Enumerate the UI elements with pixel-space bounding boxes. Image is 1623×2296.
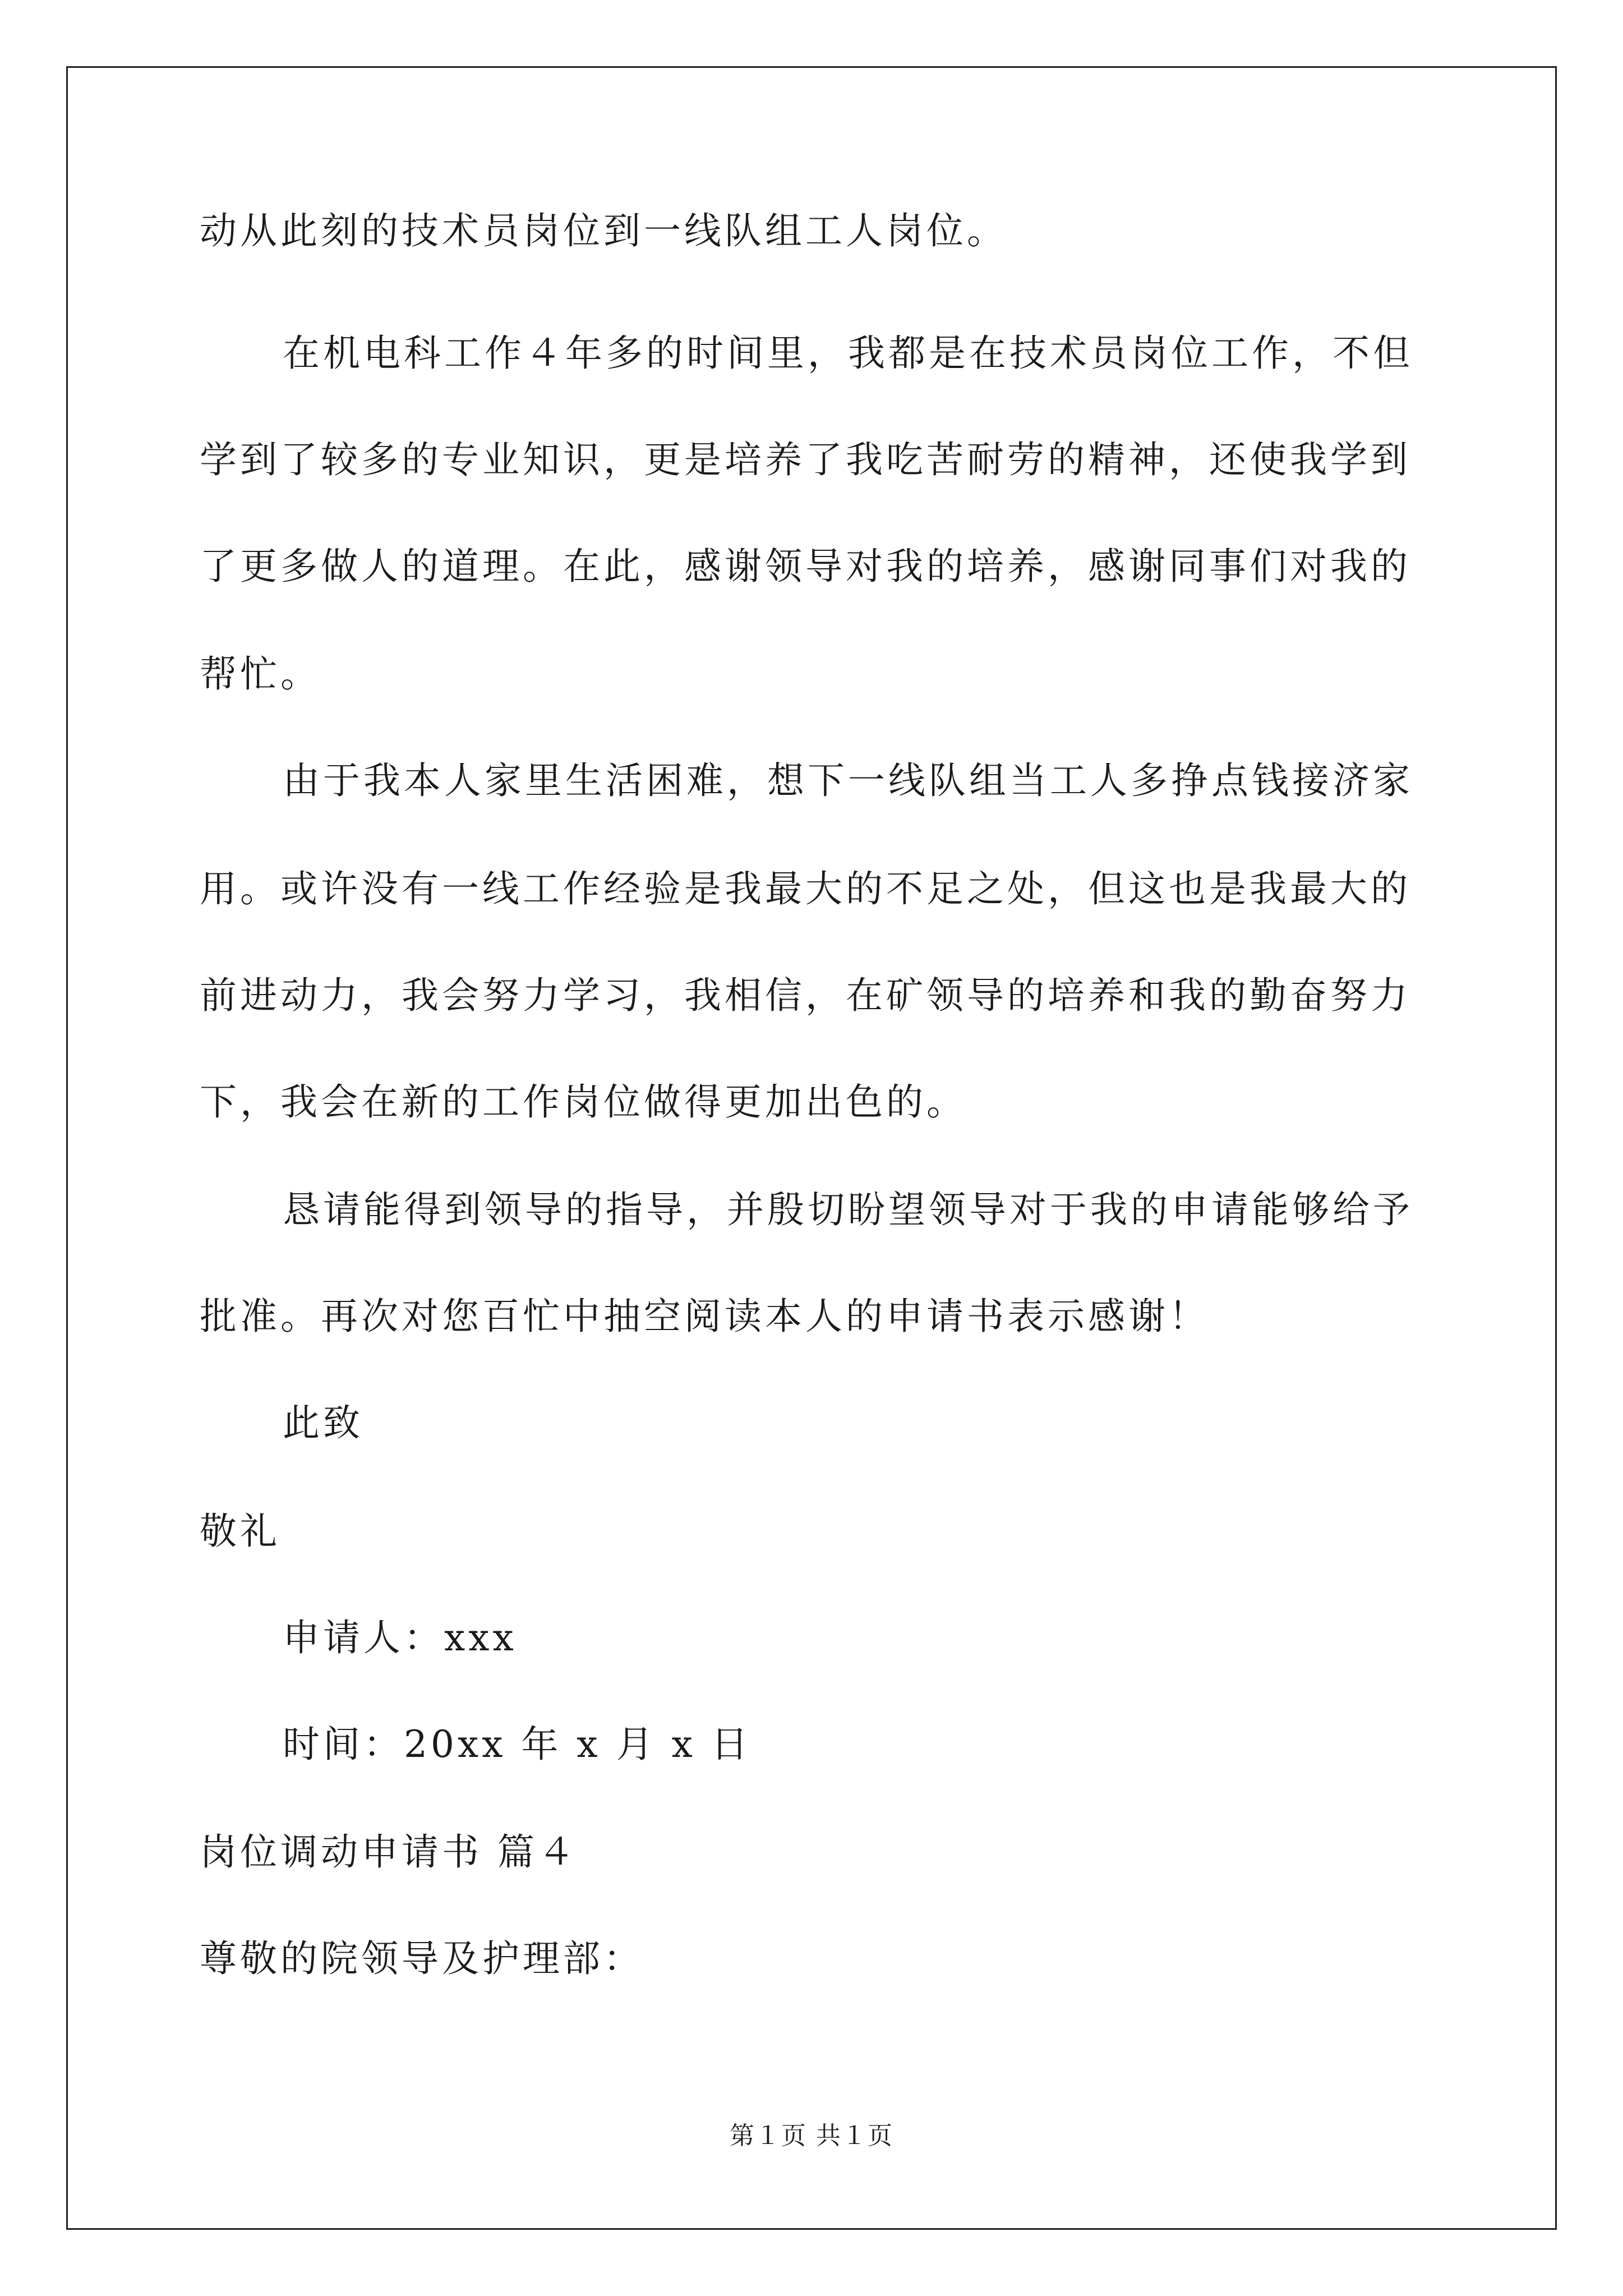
text-line-1: 动从此刻的技术员岗位到一线队组工人岗位。 — [200, 209, 1007, 252]
page-footer: 第１页 共１页 — [730, 2122, 893, 2150]
closing-salutation: 此致 — [283, 1401, 363, 1444]
text-line-4: 了更多做人的道理。在此，感谢领导对我的培养，感谢同事们对我的 — [200, 545, 1411, 588]
paragraph-start-1: 在机电科工作４年多的时间里，我都是在技术员岗位工作，不但 — [283, 332, 1413, 375]
text-line-7: 用。或许没有一线工作经验是我最大的不足之处，但这也是我最大的 — [200, 867, 1411, 910]
applicant-line: 申请人：xxx — [283, 1616, 517, 1659]
text-line-8: 前进动力，我会努力学习，我相信，在矿领导的培养和我的勤奋努力 — [200, 974, 1411, 1017]
page-border — [66, 66, 1557, 2230]
section-title: 岗位调动申请书 篇４ — [200, 1830, 578, 1874]
date-line: 时间：20xx 年 x 月 x 日 — [283, 1723, 751, 1766]
text-line-5: 帮忙。 — [200, 652, 321, 696]
greeting-line: 尊敬的院领导及护理部： — [200, 1937, 644, 1980]
paragraph-start-2: 由于我本人家里生活困难，想下一线队组当工人多挣点钱接济家 — [283, 759, 1413, 802]
text-line-9: 下，我会在新的工作岗位做得更加出色的。 — [200, 1080, 967, 1124]
text-line-11: 批准。再次对您百忙中抽空阅读本人的申请书表示感谢！ — [200, 1295, 1209, 1338]
text-line-3: 学到了较多的专业知识，更是培养了我吃苦耐劳的精神，还使我学到 — [200, 438, 1411, 481]
paragraph-start-3: 恳请能得到领导的指导，并殷切盼望领导对于我的申请能够给予 — [283, 1188, 1413, 1231]
closing-regards: 敬礼 — [200, 1510, 280, 1553]
